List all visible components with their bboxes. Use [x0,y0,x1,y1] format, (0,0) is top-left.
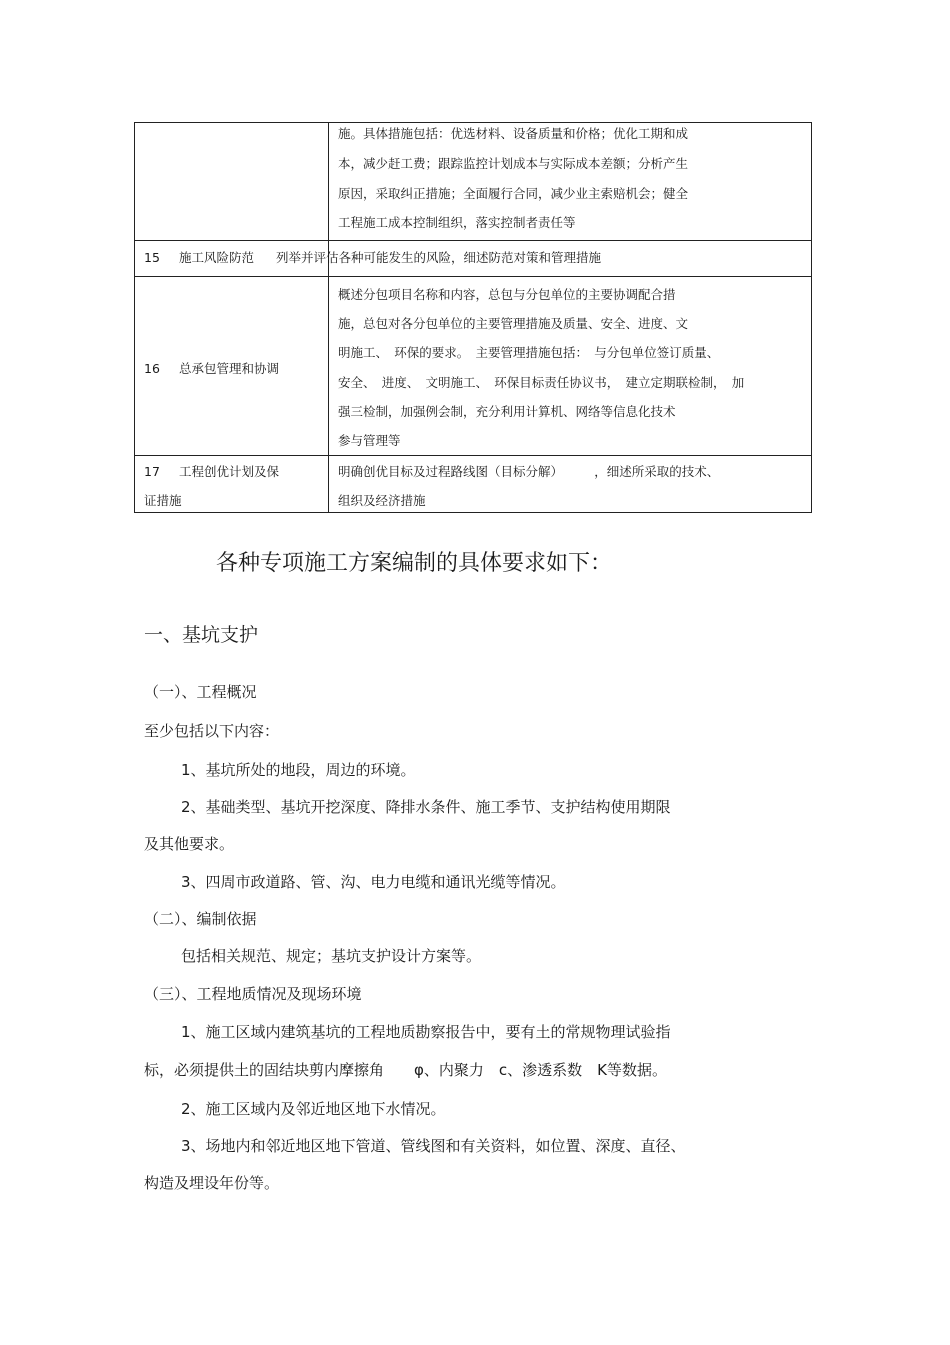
subsection-heading: （二）、编制依据 [144,910,257,928]
row-16-line: 概述分包项目名称和内容，总包与分包单位的主要协调配合措 [338,287,676,302]
row-17-line: 组织及经济措施 [338,493,426,508]
table-border-bottom [134,512,812,513]
table-border-top [134,122,812,123]
list-item: 1、施工区域内建筑基坑的工程地质勘察报告中，要有土的常规物理试验指 [181,1023,671,1041]
list-item: 3、场地内和邻近地区地下管道、管线图和有关资料，如位置、深度、直径、 [181,1137,686,1155]
row-16-name: 总承包管理和协调 [179,361,280,376]
row-16-number: 16 [144,361,160,376]
row-17-line: 明确创优目标及过程路线图（目标分解） ，细述所采取的技术、 [338,464,720,479]
page-title: 各种专项施工方案编制的具体要求如下： [216,551,613,576]
row-17-name-cont: 证措施 [144,493,182,508]
list-item-cont: 标，必须提供土的固结块剪内摩擦角 φ、内聚力 c、渗透系数 K等数据。 [144,1061,667,1079]
subsection-heading: （一）、工程概况 [144,683,257,701]
list-item: 1、基坑所处的地段，周边的环境。 [181,761,416,779]
row-16-line: 参与管理等 [338,433,401,448]
table-row-divider [134,240,812,241]
row-cont-line: 原因，采取纠正措施；全面履行合同，减少业主索赔机会；健全 [338,186,689,201]
row-15-description: 列举并评估各种可能发生的风险，细述防范对策和管理措施 [276,250,602,265]
table-row-divider [134,276,812,277]
list-item: 2、基础类型、基坑开挖深度、降排水条件、施工季节、支护结构使用期限 [181,798,671,816]
list-item: 3、四周市政道路、管、沟、电力电缆和通讯光缆等情况。 [181,873,566,891]
list-item: 2、施工区域内及邻近地区地下水情况。 [181,1100,446,1118]
row-16-line: 明施工、 环保的要求。 主要管理措施包括： 与分包单位签订质量、 [338,345,720,360]
row-cont-line: 本，减少赶工费；跟踪监控计划成本与实际成本差额；分析产生 [338,156,689,171]
row-cont-line: 施。具体措施包括：优选材料、设备质量和价格；优化工期和成 [338,126,689,141]
row-16-line: 施，总包对各分包单位的主要管理措施及质量、安全、进度、文 [338,316,689,331]
table-row-divider [134,455,812,456]
list-item-cont: 构造及埋设年份等。 [144,1174,280,1192]
paragraph: 包括相关规范、规定；基坑支护设计方案等。 [181,947,482,965]
row-17-number: 17 [144,464,160,479]
row-cont-line: 工程施工成本控制组织，落实控制者责任等 [338,215,576,230]
row-15-number: 15 [144,250,160,265]
section-heading: 一、基坑支护 [144,624,259,646]
row-16-line: 强三检制，加强例会制，充分利用计算机、网络等信息化技术 [338,404,676,419]
subsection-heading: （三）、工程地质情况及现场环境 [144,985,362,1003]
requirements-table [0,0,950,520]
list-item-cont: 及其他要求。 [144,835,235,853]
row-17-name: 工程创优计划及保 [179,464,280,479]
row-16-line: 安全、 进度、 文明施工、 环保目标责任协议书， 建立定期联检制， 加 [338,375,745,390]
row-15-name: 施工风险防范 [179,250,255,265]
paragraph: 至少包括以下内容： [144,722,280,740]
